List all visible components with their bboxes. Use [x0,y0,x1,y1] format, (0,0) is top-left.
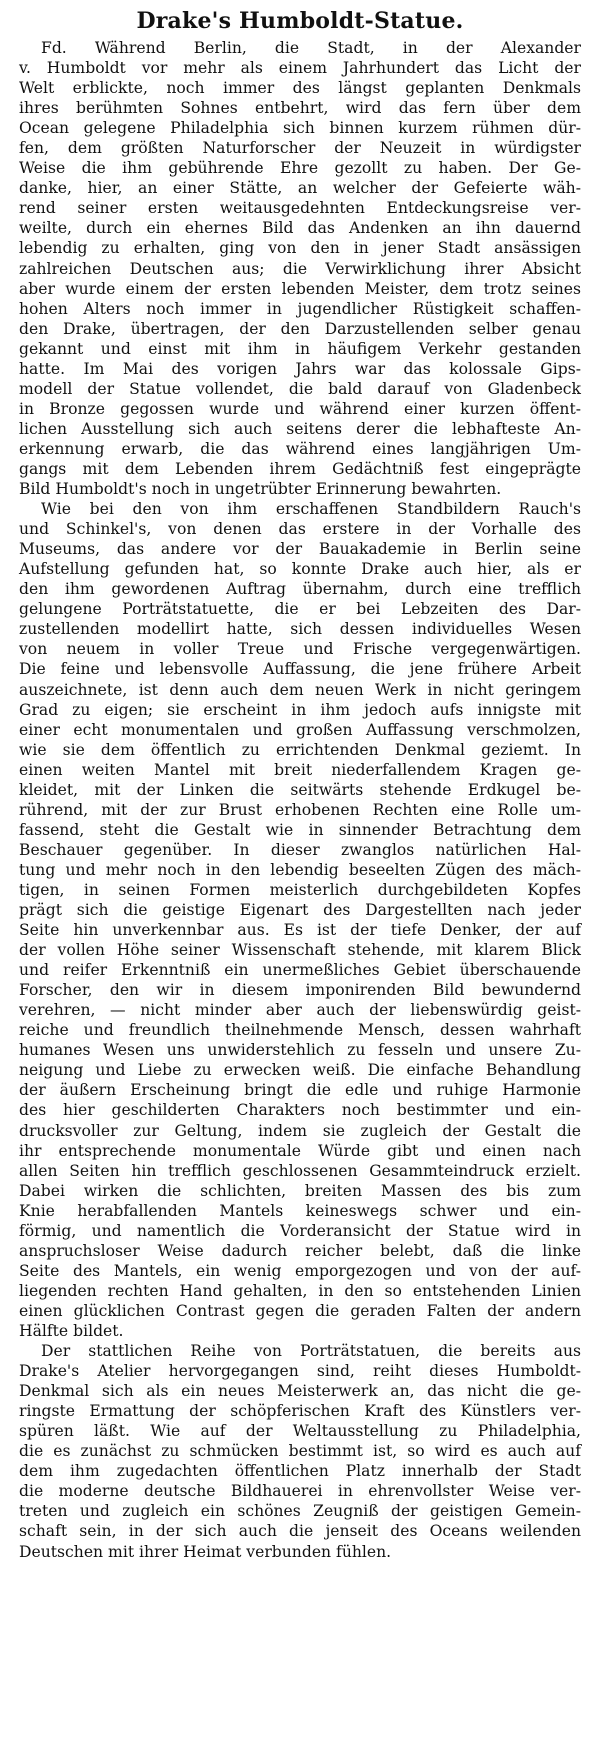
text-line: den Drake, übertragen, der den Darzustellenden selber genau [19,319,581,338]
text-line: und Schinkel's, von denen das erstere in der Vorhalle des [19,520,581,539]
article-paragraph [19,499,581,1341]
text-line: anspruchsloser Weise dadurch reicher belebt, daß die linke [19,1241,581,1260]
text-line: kleidet, mit der Linken die seitwärts stehende Erdkugel be- [19,780,581,799]
text-line: Der stattlichen Reihe von Porträtstatuen, die bereits aus [41,1342,581,1361]
text-line: die es zunächst zu schmücken bestimmt ist, so wird es auch auf [19,1442,581,1461]
text-line: aber wurde einem der ersten lebenden Meister, dem trotz seines [19,279,581,298]
text-line: Bild Humboldt's noch in ungetrübter Erinnerung bewahrten. [19,480,502,499]
text-line: Seite hin unverkennbar aus. Es ist der tiefe Denker, der auf [19,921,581,940]
text-line: gekannt und einst mit ihm in häufigem Verkehr gestanden [19,339,581,358]
text-line: hohen Alters noch immer in jugendlicher Rüstigkeit schaffen- [19,299,581,318]
text-line: erkennung erwarb, die das während eines langjährigen Um- [19,439,581,458]
text-line: Wie bei den von ihm erschaffenen Standbildern Rauch's [41,500,581,519]
text-line: danke, hier, an einer Stätte, an welcher der Gefeierte wäh- [19,179,581,198]
article-paragraph [19,38,581,499]
text-line: modell der Statue vollendet, die bald darauf von Gladenbeck [19,379,581,398]
text-line: fassend, steht die Gestalt wie in sinnender Betrachtung dem [19,820,581,839]
text-line: ihres berühmten Sohnes entbehrt, wird das fern über dem [19,99,581,118]
text-line: und reifer Erkenntniß ein unermeßliches Gebiet überschauende [19,961,581,980]
text-line: Beschauer gegenüber. In dieser zwanglos natürlichen Hal- [19,840,581,859]
text-line: ringste Ermattung der schöpferischen Kraft des Künstlers ver- [19,1402,581,1421]
text-line: einer echt monumentalen und großen Auffassung verschmolzen, [19,720,581,739]
text-line: den ihm gewordenen Auftrag übernahm, durch eine trefflich [19,580,581,599]
text-line: Drake's Atelier hervorgegangen sind, reiht dieses Humboldt- [19,1362,581,1381]
text-line: Hälfte bildet. [19,1322,124,1340]
text-line: förmig, und namentlich die Vorderansicht der Statue wird in [19,1221,581,1240]
text-line: humanes Wesen uns unwiderstehlich zu fesseln und unsere Zu- [19,1041,581,1060]
text-line: zahlreichen Deutschen aus; die Verwirklichung ihrer Absicht [19,259,581,278]
text-line: ihr entsprechende monumentale Würde gibt und einen nach [19,1141,581,1160]
text-line: Welt erblickte, noch immer des längst geplanten Denkmals [19,79,581,98]
text-line: Weise die ihm gebührende Ehre gezollt zu haben. Der Ge- [19,159,581,178]
text-line: von neuem in voller Treue und Frische vergegenwärtigen. [19,640,581,659]
text-line: Denkmal sich als ein neues Meisterwerk an, das nicht die ge- [19,1382,581,1401]
text-line: allen Seiten hin trefflich geschlossenen Gesammteindruck erzielt. [19,1161,581,1180]
text-line: weilte, durch ein ehernes Bild das Andenken an ihn dauernd [19,219,581,238]
text-line: Seite des Mantels, ein wenig emporgezogen und von der auf- [19,1261,581,1280]
text-line: Grad zu eigen; sie erscheint in ihm jedoch aufs innigste mit [19,700,581,719]
text-line: prägt sich die geistige Eigenart des Dargestellten nach jeder [19,901,581,920]
text-line: schaft sein, in der sich auch die jenseit des Oceans weilenden [19,1522,581,1541]
text-line: hatte. Im Mai des vorigen Jahrs war das kolossale Gips- [19,359,581,378]
text-line: dem ihm zugedachten öffentlichen Platz innerhalb der Stadt [19,1462,581,1481]
text-line: reiche und freundlich theilnehmende Mensch, dessen wahrhaft [19,1021,581,1040]
text-line: tigen, in seinen Formen meisterlich durchgebildeten Kopfes [19,880,581,899]
text-line: in Bronze gegossen wurde und während einer kurzen öffent- [19,399,581,418]
text-line: Knie herabfallenden Mantels keineswegs schwer und ein- [19,1201,581,1220]
text-line: fen, dem größten Naturforscher der Neuzeit in würdigster [19,139,581,158]
article-page [19,6,581,1562]
text-line: liegenden rechten Hand gehalten, in den so entstehenden Linien [19,1281,581,1300]
text-line: Forscher, den wir in diesem imponirenden Bild bewundernd [19,981,581,1000]
text-line: spüren läßt. Wie auf der Weltausstellung zu Philadelphia, [19,1422,581,1441]
text-line: verehren, — nicht minder aber auch der liebenswürdig geist- [19,1001,581,1020]
text-line: rend seiner ersten weitausgedehnten Entdeckungsreise ver- [19,199,581,218]
article-paragraph [19,1341,581,1562]
text-line: gangs mit dem Lebenden ihrem Gedächtniß fest eingeprägte [19,459,581,478]
text-line: v. Humboldt vor mehr als einem Jahrhundert das Licht der [19,59,581,78]
article-title: Drake's Humboldt-Statue. [136,8,464,34]
text-line: der vollen Höhe seiner Wissenschaft stehende, mit klarem Blick [19,941,581,960]
text-line: zustellenden modellirt hatte, sich dessen individuelles Wesen [19,620,581,639]
text-line: Deutschen mit ihrer Heimat verbunden fühlen. [19,1542,392,1561]
text-line: gelungene Porträtstatuette, die er bei Lebzeiten des Dar- [19,600,581,619]
text-line: die moderne deutsche Bildhauerei in ehrenvollster Weise ver- [19,1482,581,1501]
article-body [19,38,581,1562]
text-line: Die feine und lebensvolle Auffassung, die jene frühere Arbeit [19,660,581,679]
text-line: einen weiten Mantel mit breit niederfallendem Kragen ge- [19,760,581,779]
text-line: des hier geschilderten Charakters noch bestimmter und ein- [19,1101,581,1120]
text-line: wie sie dem öffentlich zu errichtenden Denkmal geziemt. In [19,740,581,759]
text-line: einen glücklichen Contrast gegen die geraden Falten der andern [19,1301,581,1320]
text-line: Museums, das andere vor der Bauakademie in Berlin seine [19,540,581,559]
text-line: lichen Ausstellung sich auch seitens derer die lebhafteste An- [19,419,581,438]
text-line: Fd. Während Berlin, die Stadt, in der Alexander [41,39,581,57]
text-line: auszeichnete, ist denn auch dem neuen Werk in nicht geringem [19,680,581,699]
text-line: Aufstellung gefunden hat, so konnte Drake auch hier, als er [19,560,581,579]
text-line: treten und zugleich ein schönes Zeugniß der geistigen Gemein- [19,1502,581,1521]
text-line: Ocean gelegene Philadelphia sich binnen kurzem rühmen dür- [19,119,581,138]
text-line: rührend, mit der zur Brust erhobenen Rechten eine Rolle um- [19,800,581,819]
text-line: lebendig zu erhalten, ging von den in jener Stadt ansässigen [19,239,581,258]
text-line: tung und mehr noch in den lebendig beseelten Zügen des mäch- [19,860,581,879]
text-line: Dabei wirken die schlichten, breiten Massen des bis zum [19,1181,581,1200]
text-line: der äußern Erscheinung bringt die edle und ruhige Harmonie [19,1081,581,1100]
text-line: neigung und Liebe zu erwecken weiß. Die einfache Behandlung [19,1061,581,1080]
text-line: drucksvoller zur Geltung, indem sie zugleich der Gestalt die [19,1121,581,1140]
